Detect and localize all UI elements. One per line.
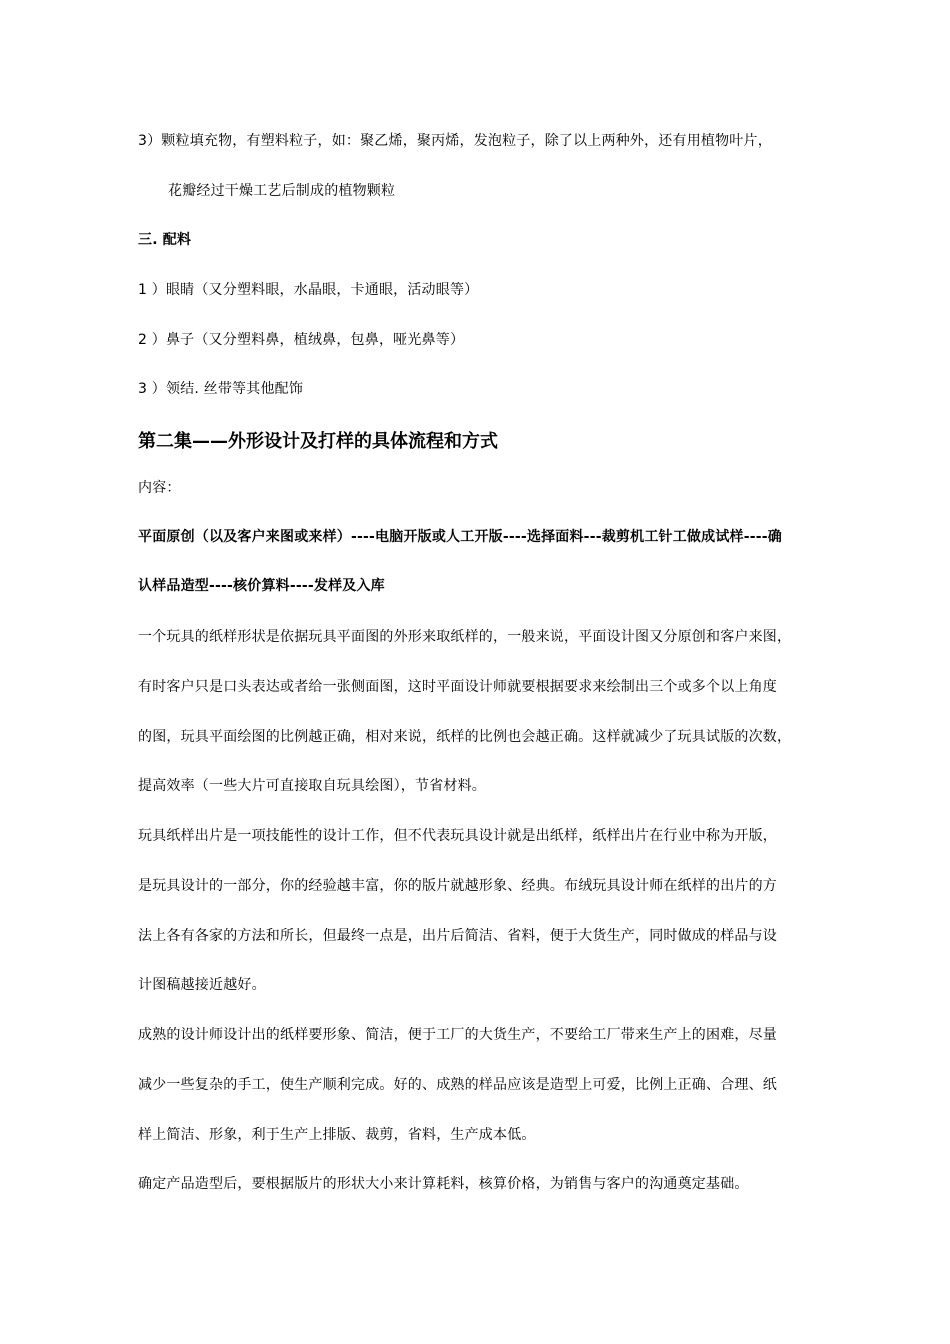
content-label: 内容： xyxy=(138,480,181,496)
paragraph-3-line1: 成熟的设计师设计出的纸样要形象、简洁，便于工厂的大货生产，不要给工厂带来生产上的困难，尽量 xyxy=(138,1027,777,1043)
section-title-accessories: 三. 配料 xyxy=(138,232,192,248)
paragraph-2-line2: 是玩具设计的一部分，你的经验越丰富，你的版片就越形象、经典。布绒玩具设计师在纸样的出片的方 xyxy=(138,878,777,894)
accessory-item-eyes: 1 ）眼睛（又分塑料眼，水晶眼，卡通眼，活动眼等） xyxy=(138,282,479,298)
process-flow-line2: 认样品造型----核价算料----发样及入库 xyxy=(138,578,385,594)
paragraph-2-line3: 法上各有各家的方法和所长，但最终一点是，出片后简洁、省料，便于大货生产，同时做成的样品与设 xyxy=(138,928,777,944)
paragraph-3-line2: 减少一些复杂的手工，使生产顺利完成。好的、成熟的样品应该是造型上可爱，比例上正确、合理、纸 xyxy=(138,1077,777,1093)
paragraph-1-line3: 的图，玩具平面绘图的比例越正确，相对来说，纸样的比例也会越正确。这样就减少了玩具试版的次数， xyxy=(138,729,792,745)
paragraph-1-line1: 一个玩具的纸样形状是依据玩具平面图的外形来取纸样的，一般来说，平面设计图又分原创和客户来图， xyxy=(138,629,792,645)
paragraph-3-line3: 样上简洁、形象，利于生产上排版、裁剪，省料，生产成本低。 xyxy=(138,1127,536,1143)
paragraph-4-line1: 确定产品造型后，要根据版片的形状大小来计算耗料，核算价格，为销售与客户的沟通奠定基础。 xyxy=(138,1176,749,1192)
paragraph-1-line4: 提高效率（一些大片可直接取自玩具绘图），节省材料。 xyxy=(138,778,486,794)
accessory-item-bow: 3 ）领结. 丝带等其他配饰 xyxy=(138,381,304,397)
process-flow-line1: 平面原创（以及客户来图或来样）----电脑开版或人工开版----选择面料---裁剪机工针工做成试样----确 xyxy=(138,529,782,545)
filler-item-3-line2: 花瓣经过干燥工艺后制成的植物颗粒 xyxy=(168,183,396,199)
filler-item-3-line1: 3）颗粒填充物，有塑料粒子，如：聚乙烯，聚丙烯，发泡粒子，除了以上两种外，还有用植物叶片， xyxy=(138,133,772,149)
paragraph-2-line4: 计图稿越接近越好。 xyxy=(138,977,266,993)
paragraph-1-line2: 有时客户只是口头表达或者给一张侧面图，这时平面设计师就要根据要求来绘制出三个或多个以上角度 xyxy=(138,679,777,695)
accessory-item-nose: 2 ）鼻子（又分塑料鼻，植绒鼻，包鼻，哑光鼻等） xyxy=(138,332,465,348)
episode-2-heading: 第二集——外形设计及打样的具体流程和方式 xyxy=(138,431,498,452)
paragraph-2-line1: 玩具纸样出片是一项技能性的设计工作，但不代表玩具设计就是出纸样，纸样出片在行业中称为开版， xyxy=(138,828,777,844)
